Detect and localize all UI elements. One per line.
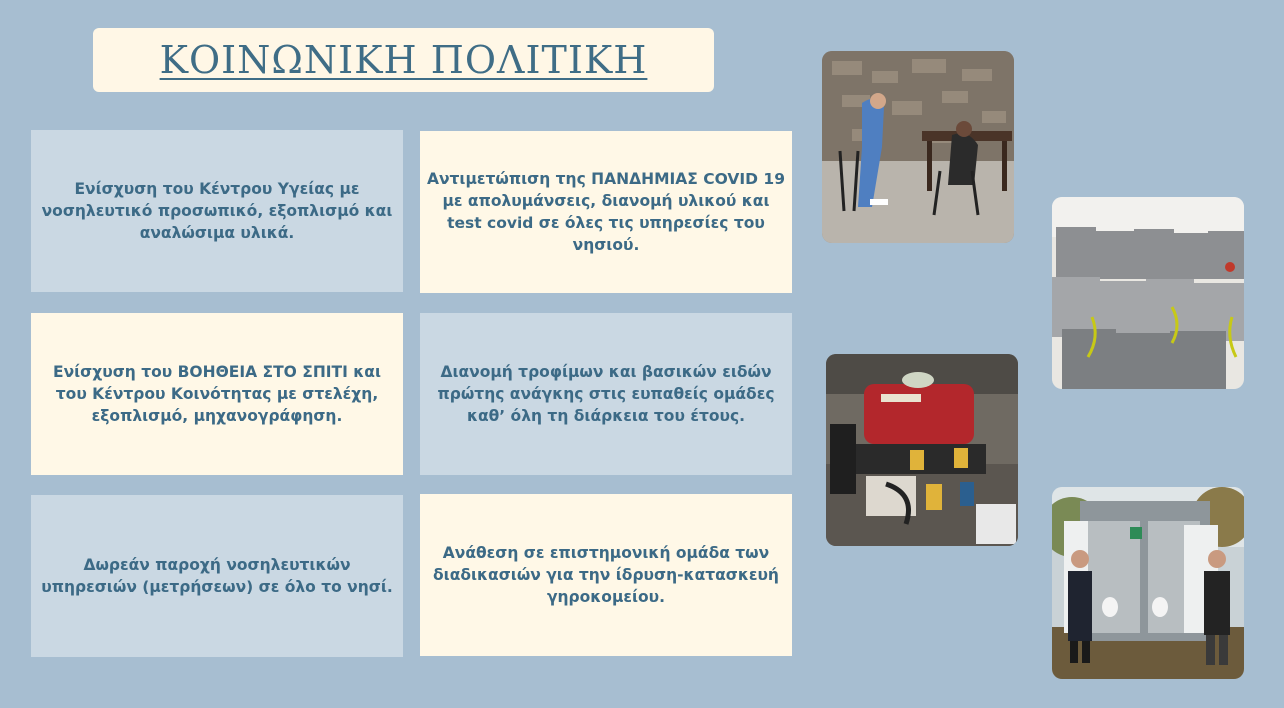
- card-food-distribution: [420, 313, 792, 475]
- card-text: Αντιμετώπιση της ΠΑΝΔΗΜΙΑΣ COVID 19 με απολυμάνσεις, διανομή υλικού και test covid σε όλες τις υπηρεσίες του νησιού.: [426, 170, 785, 254]
- card-health-center: [31, 130, 403, 292]
- card-nursing-services: [31, 495, 403, 657]
- photo-medical-equipment: [826, 354, 1018, 546]
- card-covid: [420, 131, 792, 293]
- page-title: ΚΟΙΝΩΝΙΚΗ ΠΟΛΙΤΙΚΗ: [159, 38, 648, 82]
- photo-portable-toilet: [1052, 487, 1244, 679]
- title-banner: [93, 28, 714, 92]
- card-text: Ενίσχυση του ΒΟΗΘΕΙΑ ΣΤΟ ΣΠΙΤΙ και του Κέντρου Κοινότητας με στελέχη, εξοπλισμό, μηχανογράφηση.: [52, 363, 381, 425]
- card-text: Ανάθεση σε επιστημονική ομάδα των διαδικασιών για την ίδρυση-κατασκευή γηροκομείου.: [433, 544, 779, 606]
- card-home-help: [31, 313, 403, 475]
- card-text: Δωρεάν παροχή νοσηλευτικών υπηρεσιών (μετρήσεων) σε όλο το νησί.: [41, 556, 393, 596]
- card-nursing-home: [420, 494, 792, 656]
- photo-food-bags: [1052, 197, 1244, 389]
- card-text: Ενίσχυση του Κέντρου Υγείας με νοσηλευτικό προσωπικό, εξοπλισμό και αναλώσιμα υλικά.: [41, 180, 393, 242]
- card-text: Διανομή τροφίμων και βασικών ειδών πρώτης ανάγκης στις ευπαθείς ομάδες καθ’ όλη τη διάρκεια του έτους.: [437, 363, 775, 425]
- photo-nurse-measurement: [822, 51, 1014, 243]
